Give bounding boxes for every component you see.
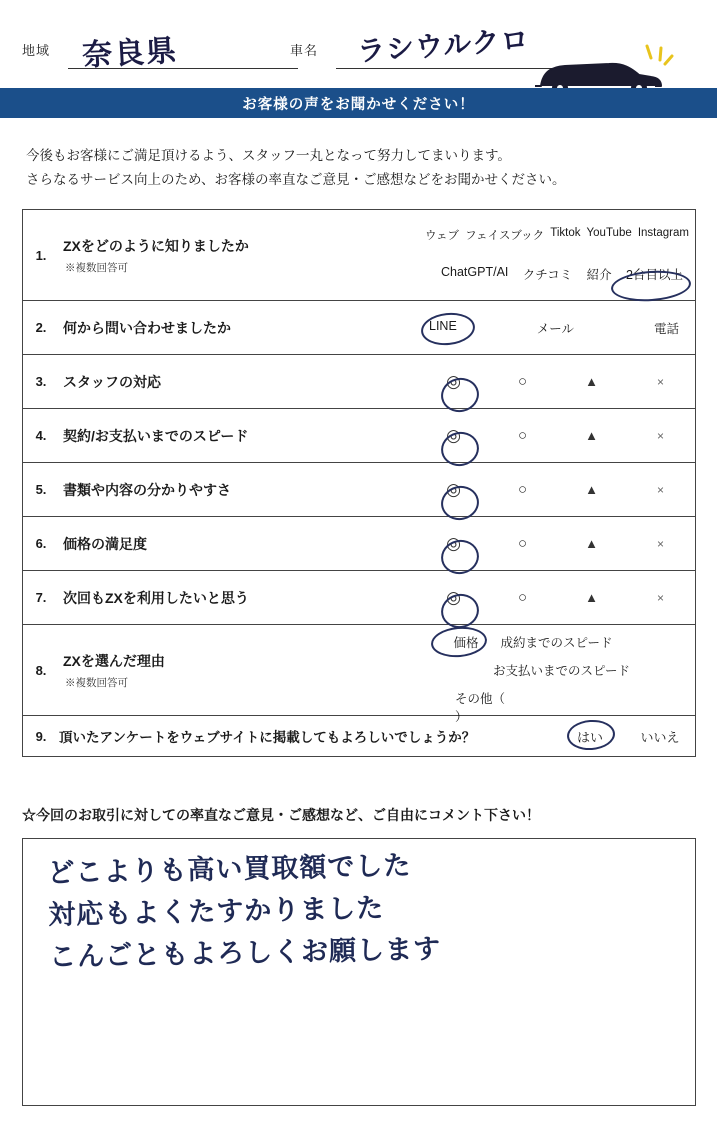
table-row <box>23 301 695 355</box>
question-options <box>419 409 695 462</box>
q8-option-line-1 <box>435 633 613 651</box>
question-number: 4. <box>35 428 47 443</box>
comment-line-3: こんごともよろしくお願します <box>48 933 442 973</box>
rating-fair[interactable]: ▲ <box>585 536 598 551</box>
question-number: 3. <box>35 374 47 389</box>
rating-good[interactable]: ○ <box>517 373 528 390</box>
table-row <box>23 355 695 409</box>
question-number: 5. <box>35 482 47 497</box>
option-chatgpt-ai[interactable]: ChatGPT/AI <box>441 265 509 279</box>
rating-fair[interactable]: ▲ <box>585 374 598 389</box>
intro-line-1: 今後もお客様にご満足頂けるよう、スタッフ一丸となって努力してまいります。 <box>26 148 511 163</box>
question-text-group <box>59 517 419 570</box>
rating-fair[interactable]: ▲ <box>585 590 598 605</box>
option-youtube[interactable]: YouTube <box>586 227 632 239</box>
rating-excellent[interactable]: ◎ <box>446 533 461 553</box>
question-number: 6. <box>35 536 47 551</box>
question-text-group <box>59 571 419 624</box>
question-text: ZXをどのように知りましたか <box>63 237 249 254</box>
question-options <box>419 210 695 300</box>
option-word-of-mouth[interactable]: クチコミ <box>522 268 573 282</box>
question-text-group <box>59 625 419 715</box>
option-line[interactable]: LINE <box>429 318 457 333</box>
question-text: 書類や内容の分かりやすさ <box>63 481 231 498</box>
option-web[interactable]: ウェブ <box>425 230 460 242</box>
option-price[interactable]: 価格 <box>453 636 479 650</box>
option-phone[interactable]: 電話 <box>653 321 679 336</box>
rating-excellent[interactable]: ◎ <box>446 479 461 499</box>
question-subnote: ※複数回答可 <box>65 261 128 274</box>
question-text: スタッフの対応 <box>63 373 161 390</box>
rating-poor[interactable]: × <box>656 374 664 389</box>
question-text: 頂いたアンケートをウェブサイトに掲載してもよろしいでしょうか？ <box>59 730 476 745</box>
comment-prompt: ☆今回のお取引に対しての率直なご意見・ご感想など、ご自由にコメント下さい！ <box>22 807 540 823</box>
survey-table <box>22 209 696 757</box>
option-referral[interactable]: 紹介 <box>586 268 612 282</box>
question-number: 9. <box>35 728 47 744</box>
rating-good[interactable]: ○ <box>517 427 528 444</box>
option-yes-label: はい <box>576 729 603 745</box>
question-text: 次回もZXを利用したいと思う <box>63 589 249 606</box>
question-text-group <box>59 355 419 408</box>
option-no[interactable]: いいえ <box>640 729 680 745</box>
table-row <box>23 571 695 625</box>
table-row <box>23 716 695 756</box>
question-text: 契約/お支払いまでのスピード <box>63 427 249 444</box>
banner-title: お客様の声をお聞かせください！ <box>0 88 717 118</box>
rating-poor[interactable]: × <box>656 482 664 497</box>
region-label: 地域 <box>22 43 51 58</box>
question-options <box>419 517 695 570</box>
table-row <box>23 409 695 463</box>
carname-value: ラシウルクロ <box>356 23 531 68</box>
region-value: 奈良県 <box>81 33 180 74</box>
question-text-group <box>59 463 419 516</box>
rating-poor[interactable]: × <box>656 428 664 443</box>
question-options <box>419 571 695 624</box>
option-other-label: その他（ <box>455 692 506 706</box>
rating-good[interactable]: ○ <box>517 589 528 606</box>
question-number: 8. <box>35 662 47 678</box>
rating-fair[interactable]: ▲ <box>585 428 598 443</box>
question-options <box>419 301 695 354</box>
table-row <box>23 517 695 571</box>
comment-line-1: どこよりも高い買取額でした <box>47 850 412 889</box>
question-text: ZXを選んだ理由 <box>63 652 165 669</box>
intro-text <box>26 144 691 191</box>
option-repeat-customer[interactable]: 2台目以上 <box>626 268 683 282</box>
option-contract-speed[interactable]: 成約までのスピード <box>500 636 613 650</box>
option-tiktok[interactable]: Tiktok <box>550 227 581 239</box>
comment-box[interactable] <box>22 838 696 1106</box>
question-options <box>419 625 695 724</box>
rating-good[interactable]: ○ <box>517 535 528 552</box>
rating-poor[interactable]: × <box>656 590 664 605</box>
table-row <box>23 463 695 517</box>
question-text-group <box>59 409 419 462</box>
option-payment-speed[interactable]: お支払いまでのスピード <box>493 664 631 678</box>
option-instagram[interactable]: Instagram <box>637 227 689 239</box>
question-options <box>419 355 695 408</box>
question-number: 2. <box>35 320 47 335</box>
question-text: 価格の満足度 <box>63 535 147 552</box>
option-mail[interactable]: メール <box>536 321 575 336</box>
question-text-group <box>59 301 419 354</box>
question-subnote: ※複数回答可 <box>65 676 128 689</box>
question-9-row <box>23 716 695 756</box>
rating-excellent[interactable]: ◎ <box>446 587 461 607</box>
rating-good[interactable]: ○ <box>517 481 528 498</box>
question-text-group <box>59 210 419 300</box>
question-options <box>419 463 695 516</box>
option-facebook[interactable]: フェイスブック <box>465 230 545 242</box>
rating-fair[interactable]: ▲ <box>585 482 598 497</box>
rating-excellent[interactable]: ◎ <box>446 371 461 391</box>
intro-line-2: さらなるサービス向上のため、お客様の率直なご意見・ご感想などをお聞かせください。 <box>26 171 566 187</box>
table-row <box>23 625 695 724</box>
handwritten-comment <box>47 840 669 978</box>
question-text: 何から問い合わせましたか <box>63 319 231 336</box>
header-fields <box>22 22 695 82</box>
rating-excellent[interactable]: ◎ <box>446 425 461 445</box>
q8-option-line-2 <box>493 661 630 679</box>
option-other-close: ） <box>455 710 468 724</box>
table-row <box>23 210 695 301</box>
rating-poor[interactable]: × <box>656 536 664 551</box>
option-yes[interactable] <box>555 727 625 746</box>
comment-line-2: 対応もよくたすかりました <box>47 892 385 931</box>
question-number: 7. <box>35 590 47 605</box>
carname-label: 車名 <box>290 43 319 58</box>
question-number: 1. <box>35 247 47 263</box>
